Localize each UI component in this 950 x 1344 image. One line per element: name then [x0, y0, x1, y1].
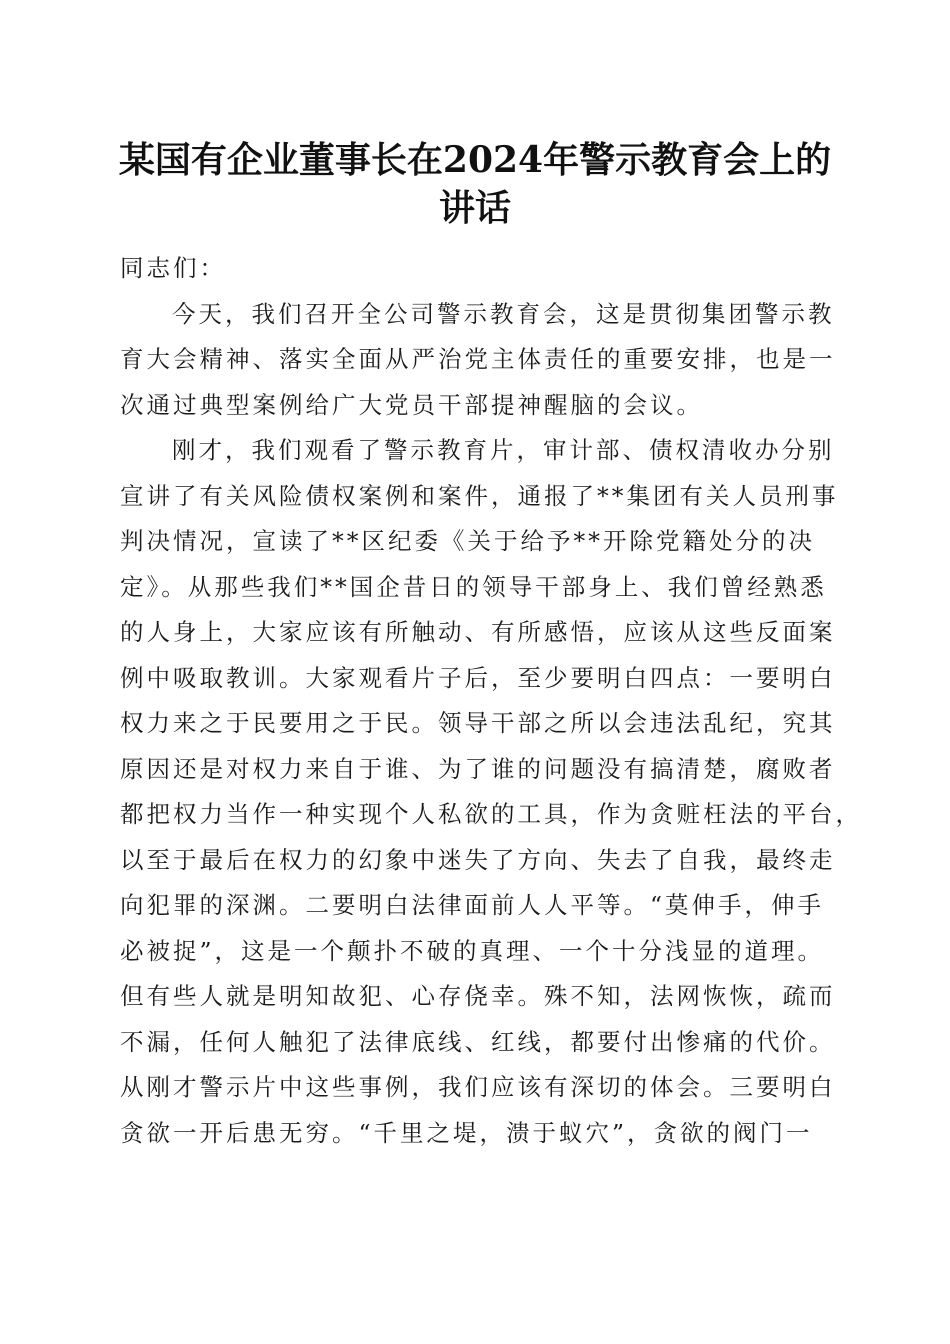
paragraph-line: 从刚才警示片中这些事例，我们应该有深切的体会。三要明白: [120, 1073, 836, 1101]
paragraph-2: [120, 428, 862, 1156]
paragraph-line: 的人身上，大家应该有所触动、有所感悟，应该从这些反面案: [120, 618, 836, 646]
paragraph-line: 必被捉”，这是一个颠扑不破的真理、一个十分浅显的道理。: [120, 936, 825, 965]
paragraph-line: 例中吸取教训。大家观看片子后，至少要明白四点：一要明白: [120, 663, 836, 692]
paragraph-line: 次通过典型案例给广大党员干部提神醒脑的会议。: [120, 390, 703, 419]
paragraph-line: 以至于最后在权力的幻象中迷失了方向、失去了自我，最终走: [120, 845, 836, 874]
paragraph-line: 刚才，我们观看了警示教育片，审计部、债权清收办分别: [172, 436, 835, 464]
paragraph-line: 判决情况，宣读了**区纪委《关于给予**开除党籍处分的决: [120, 527, 815, 555]
paragraph-line: 权力来之于民要用之于民。领导干部之所以会违法乱纪，究其: [120, 709, 836, 737]
title-line: 某国有企业董事长在2024年警示教育会上的: [118, 139, 832, 181]
paragraph-line: 贪欲一开后患无穷。“千里之堤，溃于蚁穴”，贪欲的阀门一: [120, 1118, 813, 1147]
paragraph-line: 育大会精神、落实全面从严治党主体责任的重要安排，也是一: [120, 345, 836, 373]
document-title: [100, 136, 850, 232]
paragraph-line: 但有些人就是明知故犯、心存侥幸。殊不知，法网恢恢，疏而: [120, 982, 836, 1010]
paragraph-line: 原因还是对权力来自于谁、为了谁的问题没有搞清楚，腐败者: [120, 754, 836, 783]
paragraph-1: [120, 292, 836, 429]
paragraph-line: 不漏，任何人触犯了法律底线、红线，都要付出惨痛的代价。: [120, 1027, 836, 1056]
paragraph-line: 向犯罪的深渊。二要明白法律面前人人平等。“莫伸手，伸手: [120, 891, 825, 919]
title-line: 讲话: [438, 187, 511, 229]
document-body: [120, 246, 862, 1156]
paragraph-line: 都把权力当作一种实现个人私欲的工具，作为贪赃枉法的平台，: [120, 800, 862, 828]
salutation: 同志们：: [120, 254, 226, 282]
paragraph-line: 今天，我们召开全公司警示教育会，这是贯彻集团警示教: [172, 299, 835, 328]
paragraph-line: 宣讲了有关风险债权案例和案件，通报了**集团有关人员刑事: [120, 481, 839, 510]
paragraph-line: 定》。从那些我们**国企昔日的领导干部身上、我们曾经熟悉: [120, 572, 827, 601]
